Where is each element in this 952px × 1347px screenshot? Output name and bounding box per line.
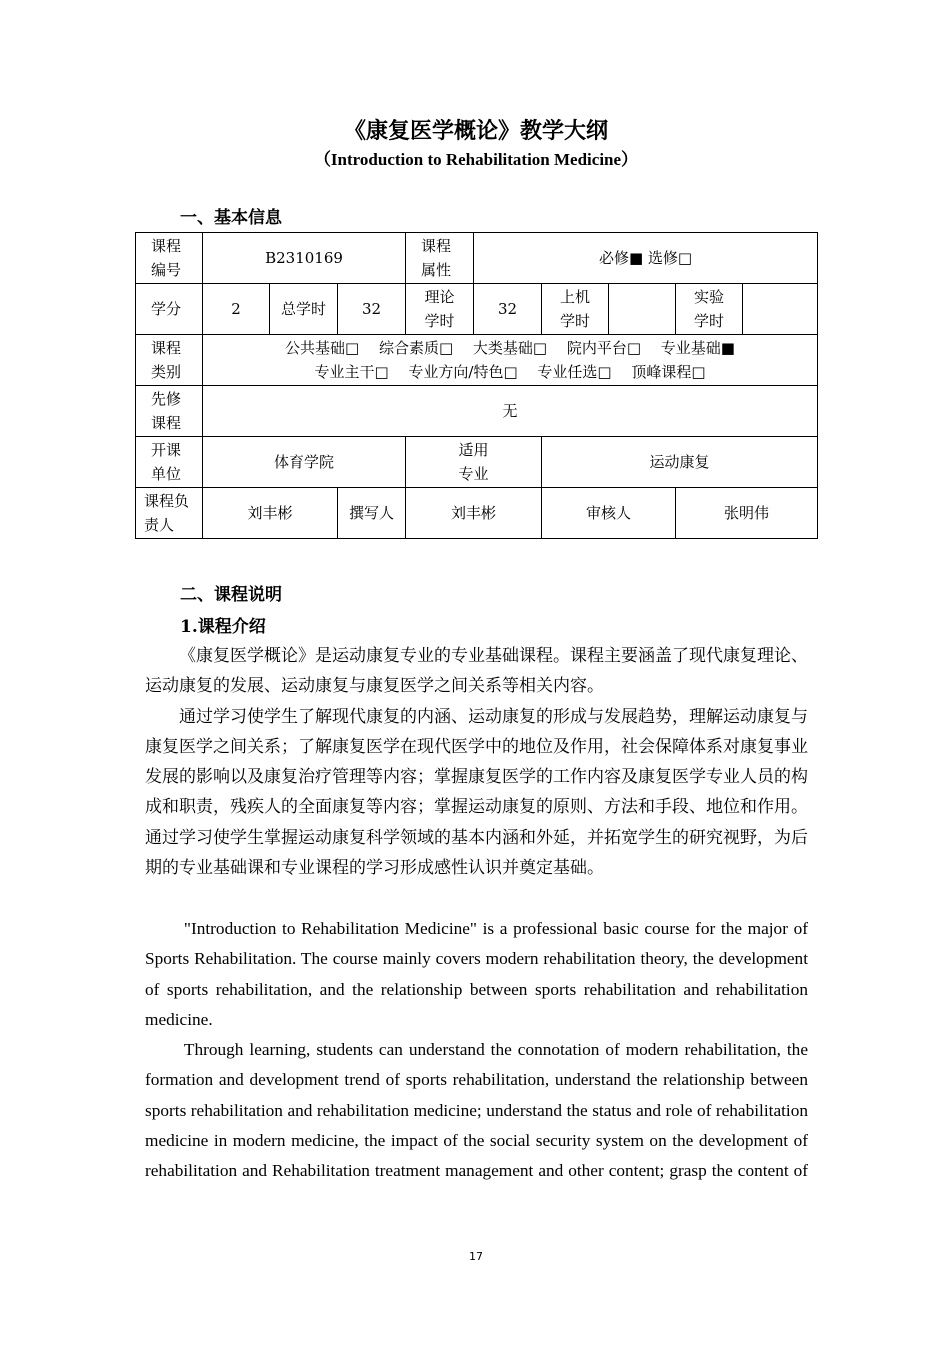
theory-hours-label: 理论 学时 <box>406 284 474 335</box>
course-code-label: 课程 编号 <box>136 233 203 284</box>
major-value: 运动康复 <box>542 437 818 488</box>
section-heading-course-description: 二、课程说明 <box>180 585 282 605</box>
total-hours-value: 32 <box>338 284 406 335</box>
table-row <box>136 284 818 335</box>
paragraph: Through learning, students can understand the connotation of modern rehabilitation, the formation and development trend of sports rehabilitation, understand the relationship between sports rehabilitation and rehabilitation medicine; understand the status and role of rehabilitation medicine in modern medicine, the impact of the social security system on the development of rehabilitation and Rehabilitation treatment management and other content; grasp the content of <box>145 1040 808 1181</box>
writer-label: 撰写人 <box>338 488 406 539</box>
paragraph: 通过学习使学生了解现代康复的内涵、运动康复的形成与发展趋势，理解运动康复与康复医学之间关系；了解康复医学在现代医学中的地位及作用，社会保障体系对康复事业发展的影响以及康复治疗管理等内容；掌握康复医学的工作内容及康复医学专业人员的构成和职责，残疾人的全面康复等内容；掌握运动康复的原则、方法和手段、地位和作用。通过学习使学生掌握运动康复科学领域的基本内涵和外延，并拓宽学生的研究视野，为后期的专业基础课和专业课程的学习形成感性认识并奠定基础。 <box>145 706 808 879</box>
section-heading-basic-info: 一、基本信息 <box>180 208 282 228</box>
prereq-value: 无 <box>203 386 818 437</box>
dept-value: 体育学院 <box>203 437 406 488</box>
basic-info-table <box>135 232 818 539</box>
lab-hours-value <box>743 284 818 335</box>
table-row <box>136 437 818 488</box>
chinese-description <box>145 641 808 883</box>
table-row <box>136 233 818 284</box>
paragraph: 《康复医学概论》是运动康复专业的专业基础课程。课程主要涵盖了现代康复理论、运动康复的发展、运动康复与康复医学之间关系等相关内容。 <box>145 646 808 697</box>
leader-value: 刘丰彬 <box>203 488 338 539</box>
computer-hours-label: 上机 学时 <box>542 284 609 335</box>
reviewer-label: 审核人 <box>542 488 676 539</box>
prereq-label: 先修 课程 <box>136 386 203 437</box>
credit-value: 2 <box>203 284 270 335</box>
course-code-value: B2310169 <box>203 233 406 284</box>
table-row <box>136 335 818 386</box>
writer-value: 刘丰彬 <box>406 488 542 539</box>
course-attr-label: 课程 属性 <box>406 233 474 284</box>
lab-hours-label: 实验 学时 <box>676 284 743 335</box>
document-title: 《康复医学概论》教学大纲 <box>343 118 608 144</box>
document-subtitle: （Introduction to Rehabilitation Medicine） <box>313 150 639 169</box>
english-description <box>145 914 808 1187</box>
major-label: 适用 专业 <box>406 437 542 488</box>
table-row <box>136 488 818 539</box>
total-hours-label: 总学时 <box>270 284 338 335</box>
category-label: 课程 类别 <box>136 335 203 386</box>
paragraph: "Introduction to Rehabilitation Medicine" is a professional basic course for the major of Sports Rehabilitation. The course mainly covers modern rehabilitation theory, the development of sports rehabilitation, and the relationship between sports rehabilitation and rehabilitation medicine. <box>145 919 808 1029</box>
category-options: 公共基础□ 综合素质□ 大类基础□ 院内平台□ 专业基础■ 专业主干□ 专业方向/特色□ 专业任选□ 顶峰课程□ <box>203 335 818 386</box>
page-number: 17 <box>469 1250 483 1263</box>
course-attr-value: 必修■ 选修□ <box>474 233 818 284</box>
credit-label: 学分 <box>136 284 203 335</box>
reviewer-value: 张明伟 <box>676 488 818 539</box>
computer-hours-value <box>609 284 676 335</box>
table-row <box>136 386 818 437</box>
theory-hours-value: 32 <box>474 284 542 335</box>
leader-label: 课程负 责人 <box>136 488 203 539</box>
dept-label: 开课 单位 <box>136 437 203 488</box>
subsection-heading-course-intro: 1.课程介绍 <box>180 617 266 637</box>
